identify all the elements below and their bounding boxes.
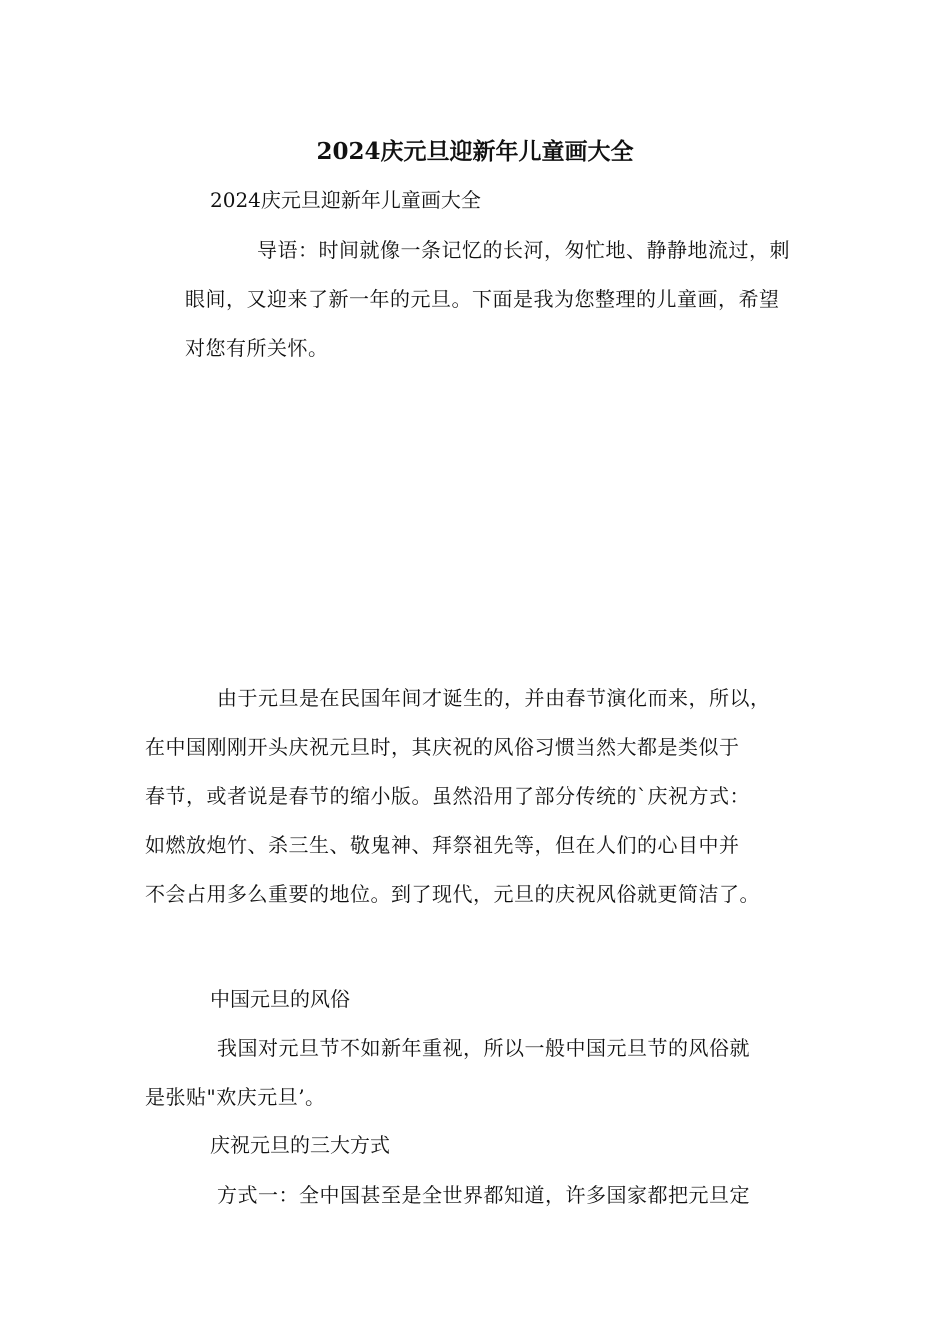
history-line: 如燃放炮竹、杀三生、敬鬼神、拜祭祖先等，但在人们的心目中并 (145, 833, 740, 857)
ways-heading: 庆祝元旦的三大方式 (210, 1133, 390, 1157)
customs-line: 我国对元旦节不如新年重视，所以一般中国元旦节的风俗就 (217, 1036, 750, 1060)
history-paragraph (145, 674, 807, 919)
history-line: 不会占用多么重要的地位。到了现代，元旦的庆祝风俗就更简洁了。 (145, 882, 760, 906)
intro-line: 导语：时间就像一条记忆的长河，匆忙地、静静地流过，刺 (257, 238, 790, 262)
customs-heading: 中国元旦的风俗 (210, 987, 350, 1011)
history-line: 在中国刚刚开头庆祝元旦时，其庆祝的风俗习惯当然大都是类似于 (145, 735, 740, 759)
intro-paragraph (145, 226, 807, 373)
history-line: 由于元旦是在民国年间才诞生的，并由春节演化而来，所以， (217, 686, 771, 710)
document-subtitle: 2024庆元旦迎新年儿童画大全 (210, 188, 481, 212)
customs-paragraph (145, 1024, 807, 1122)
way-one-paragraph (145, 1171, 807, 1220)
way-one-line: 方式一：全中国甚至是全世界都知道，许多国家都把元旦定 (217, 1183, 750, 1207)
customs-line: 是张贴"欢庆元旦’。 (145, 1085, 326, 1109)
history-line: 春节，或者说是春节的缩小版。虽然沿用了部分传统的`庆祝方式： (145, 784, 750, 808)
intro-line: 眼间，又迎来了新一年的元旦。下面是我为您整理的儿童画，希望 (185, 287, 780, 311)
intro-line: 对您有所关怀。 (185, 336, 329, 360)
document-title: 2024庆元旦迎新年儿童画大全 (316, 138, 634, 165)
